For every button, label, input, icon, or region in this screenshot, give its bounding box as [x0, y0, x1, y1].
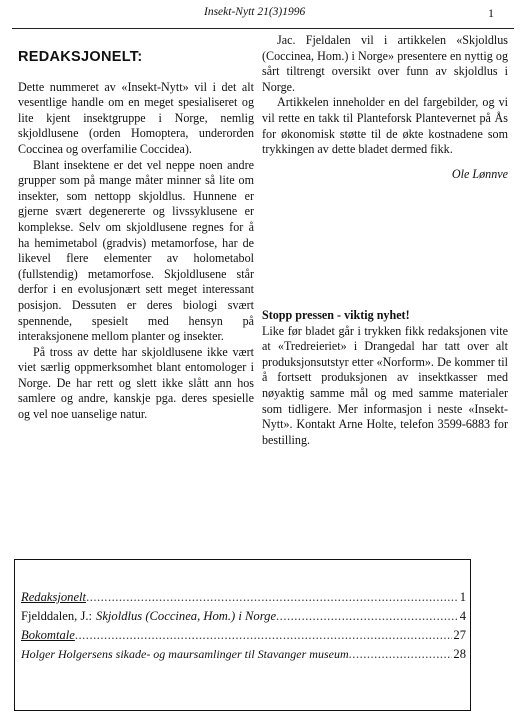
toc-leader-dots	[276, 609, 459, 624]
toc-title: Skjoldlus (Coccinea, Hom.) i Norge	[96, 609, 277, 623]
toc-page: 4	[459, 609, 466, 623]
toc-author: Fjelddalen, J.:	[21, 609, 93, 623]
toc-leader-dots	[86, 590, 459, 605]
toc-title: Redaksjonelt	[21, 590, 87, 604]
editorial-paragraph-4: Jac. Fjeldalen vil i artikkelen «Skjoldlus (Coccinea, Hom.) i Norge» presentere en nyttig og sårt tiltrengt oversikt over funn av skjoldlus i Norge.	[262, 33, 508, 94]
header-rule	[12, 28, 514, 29]
page-number: 1	[488, 6, 494, 20]
running-title: Insekt-Nytt 21(3)1996	[204, 6, 306, 18]
toc-entry-editorial[interactable]	[21, 590, 466, 607]
toc-entry-skjoldlus[interactable]	[21, 609, 466, 626]
toc-leader-dots	[349, 647, 453, 662]
editorial-column	[18, 50, 254, 423]
toc-entry-bokomtale[interactable]	[21, 628, 466, 645]
toc-page: 1	[459, 590, 466, 604]
editorial-paragraph-3: På tross av dette har skjoldlusene ikke vært viet særlig oppmerksomhet blant entomologer i Norge. De har rett og slett ikke slått ann hos samlere og andre, kanskje pga. deres spesielle og vel noe uanselige natur.	[18, 344, 254, 422]
editorial-continued-column	[262, 33, 508, 182]
toc-leader-dots	[75, 628, 453, 643]
page-header	[0, 6, 530, 24]
stop-press-title: Stopp pressen - viktig nyhet!	[262, 308, 410, 322]
toc-title: Bokomtale	[21, 628, 75, 642]
editorial-heading: REDAKSJONELT:	[18, 49, 143, 65]
toc-title: Holger Holgersens sikade- og maursamlinger til Stavanger museum	[21, 647, 349, 661]
editorial-paragraph-5: Artikkelen inneholder en del fargebilder, og vi vil rette en takk til Planteforsk Plantevernet på Ås for økonomisk støtte til de økte kostnadene som trykkingen av dette bladet dermed fikk.	[262, 95, 508, 157]
toc-page: 28	[453, 647, 466, 661]
toc-entry-holgersen[interactable]	[21, 647, 466, 664]
editor-signature: Ole Lønnve	[451, 166, 508, 181]
editorial-paragraph-1: Dette nummeret av «Insekt-Nytt» vil i det alt vesentlige handle om en meget spesialiseret og lite kjent insektgruppe i Norge, nemlig skjoldlusene (orden Homoptera, underorden Coccinea og overfamilie Coccidea).	[18, 79, 254, 156]
toc-page: 27	[453, 628, 466, 642]
stop-press-notice	[262, 308, 508, 448]
editorial-paragraph-2: Blant insektene er det vel neppe noen andre grupper som på mange måter minner så lite om insekter, som nettopp skjoldlus. Hunnene er gjerne svært degenererte og livssyklusene er komplekse. Selv om skjoldlusene regnes for å ha hemimetabol (gradvis) metamorfose, har de likevel flere elementer av holometabol (fullstendig) metamorfose. Skjoldlusene står derfor i en evolusjonært sett meget interessant posisjon. Dessuten er deres biologi svært spennende, spesielt med hensyn på interaksjonene mellom planter og insekter.	[18, 157, 254, 344]
table-of-contents	[14, 559, 471, 711]
stop-press-body: Like før bladet går i trykken fikk redaksjonen vite at «Tredreieriet» i Drangedal har tatt over alt produksjonsutstyr etter «Norform». De kommer til å fortsett produksjonen av insektkasser med nøyaktig samme mål og med samme materialer som tidligere. Mer informasjon i neste «Insekt-Nytt». Kontakt Arne Holte, telefon 3599-6883 for bestilling.	[262, 323, 508, 447]
